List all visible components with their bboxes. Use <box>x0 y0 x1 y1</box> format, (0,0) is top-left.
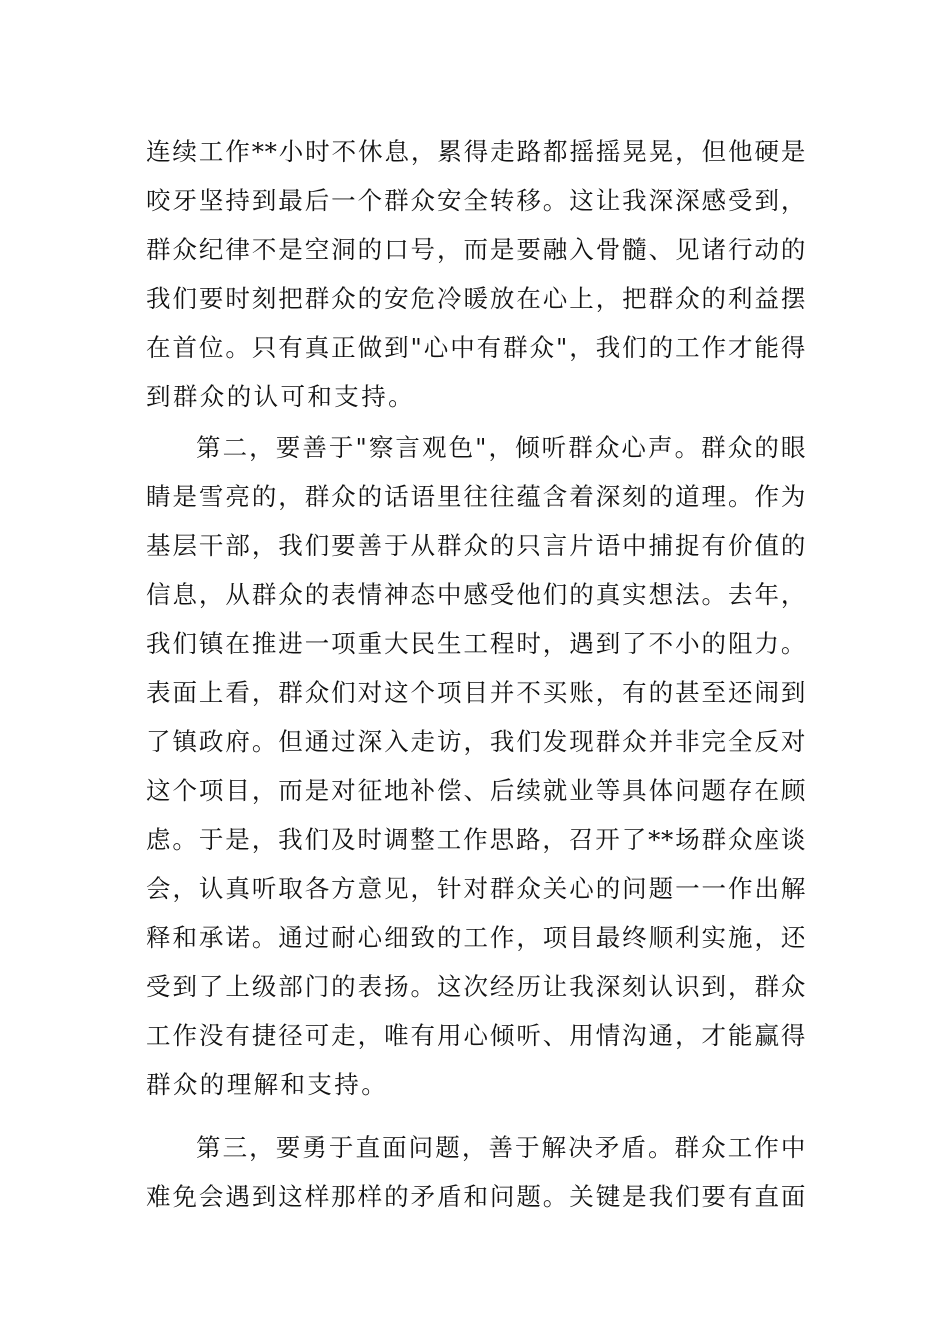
text-line: 释和承诺。通过耐心细致的工作，项目最终顺利实施，还 <box>146 923 806 952</box>
text-line: 我们镇在推进一项重大民生工程时，遇到了不小的阻力。 <box>146 629 806 658</box>
text-line: 在首位。只有真正做到"心中有群众"，我们的工作才能得 <box>146 333 806 362</box>
text-line: 咬牙坚持到最后一个群众安全转移。这让我深深感受到， <box>146 186 806 215</box>
text-line: 难免会遇到这样那样的矛盾和问题。关键是我们要有直面 <box>146 1182 806 1211</box>
text-line: 基层干部，我们要善于从群众的只言片语中捕捉有价值的 <box>146 531 806 560</box>
text-line: 了镇政府。但通过深入走访，我们发现群众并非完全反对 <box>146 727 806 756</box>
text-line: 会，认真听取各方意见，针对群众关心的问题一一作出解 <box>146 874 806 903</box>
text-line: 睛是雪亮的，群众的话语里往往蕴含着深刻的道理。作为 <box>146 482 806 511</box>
text-line: 工作没有捷径可走，唯有用心倾听、用情沟通，才能赢得 <box>146 1021 806 1050</box>
text-line: 群众的理解和支持。 <box>146 1070 389 1099</box>
text-line: 连续工作**小时不休息，累得走路都摇摇晃晃，但他硬是 <box>146 137 806 166</box>
text-line: 表面上看，群众们对这个项目并不买账，有的甚至还闹到 <box>146 678 806 707</box>
text-line: 信息，从群众的表情神态中感受他们的真实想法。去年， <box>146 580 806 609</box>
paragraph-first-line: 第三，要勇于直面问题，善于解决矛盾。群众工作中 <box>196 1133 806 1162</box>
text-line: 我们要时刻把群众的安危冷暖放在心上，把群众的利益摆 <box>146 284 806 313</box>
text-line: 这个项目，而是对征地补偿、后续就业等具体问题存在顾 <box>146 776 806 805</box>
text-line: 受到了上级部门的表扬。这次经历让我深刻认识到，群众 <box>146 972 806 1001</box>
text-line: 群众纪律不是空洞的口号，而是要融入骨髓、见诸行动的 <box>146 235 806 264</box>
paragraph-first-line: 第二，要善于"察言观色"，倾听群众心声。群众的眼 <box>196 433 806 462</box>
text-line: 虑。于是，我们及时调整工作思路，召开了**场群众座谈 <box>146 825 806 854</box>
text-line: 到群众的认可和支持。 <box>146 382 415 411</box>
